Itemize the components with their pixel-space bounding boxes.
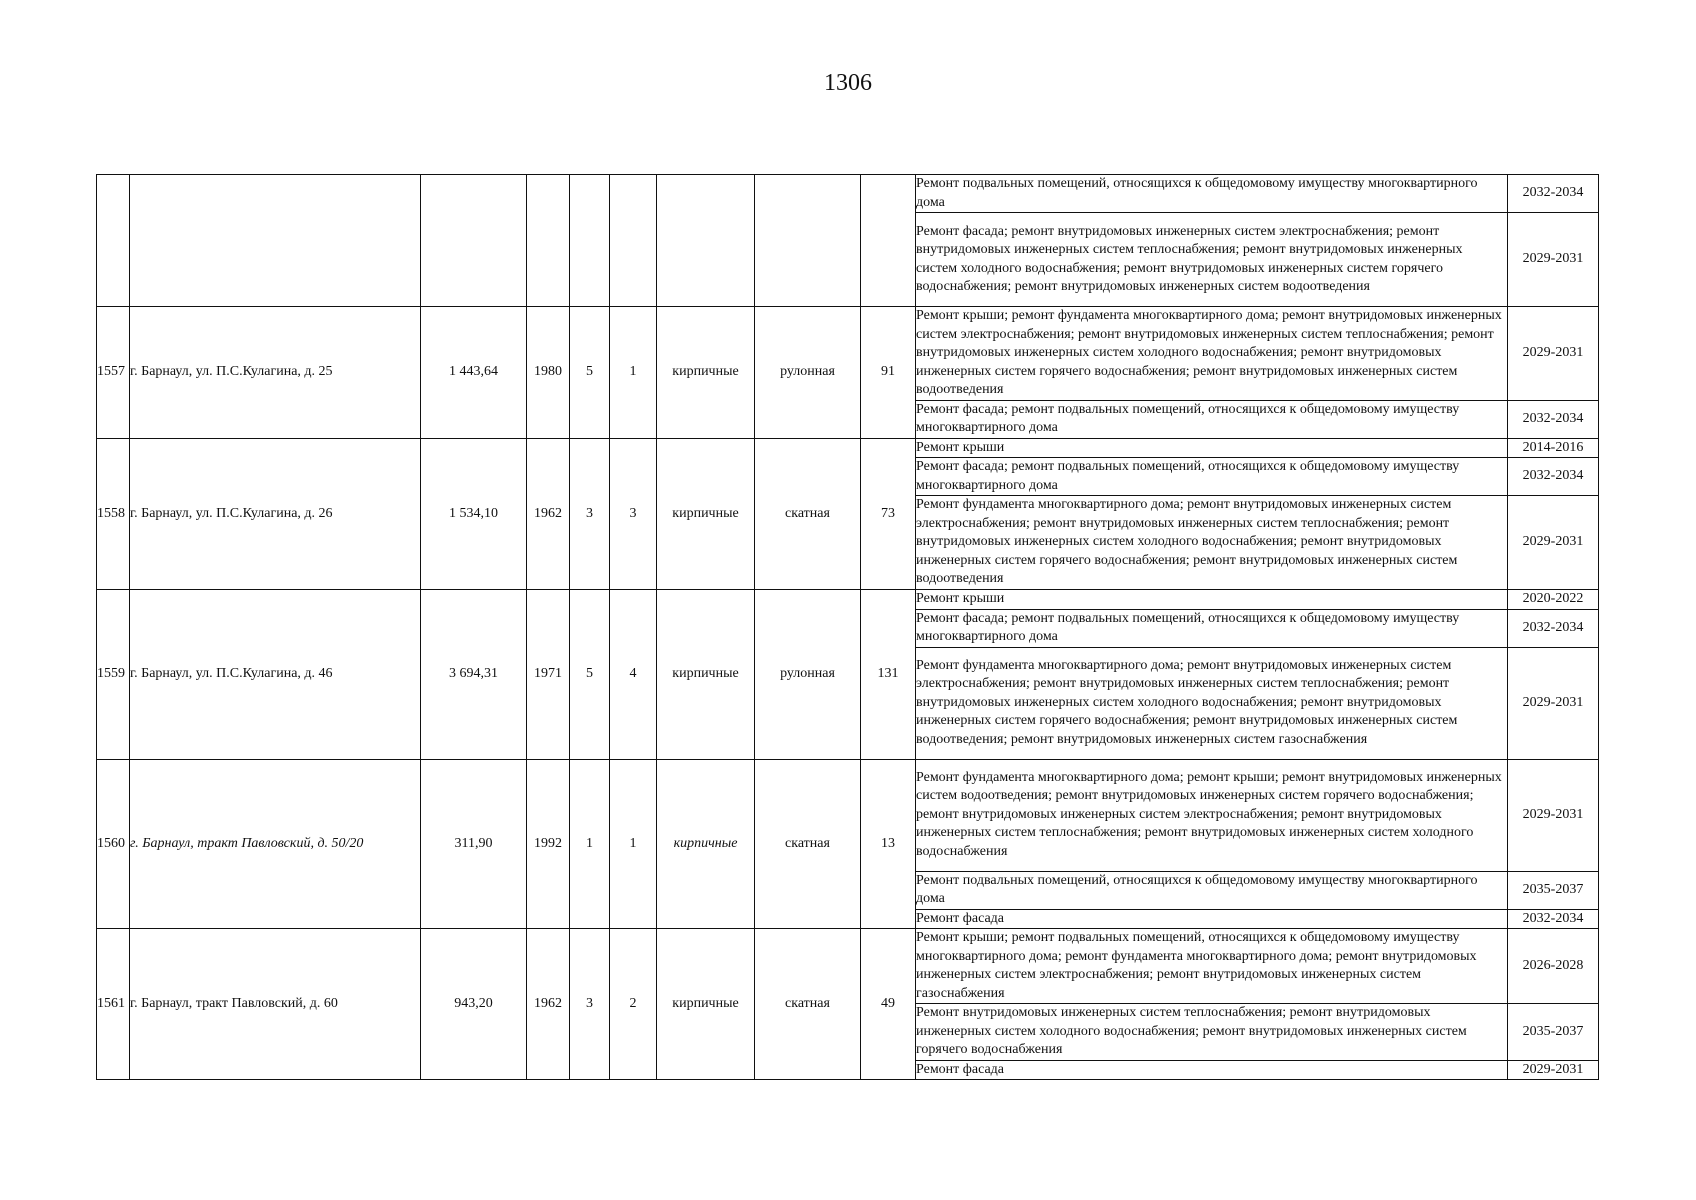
- house-area: 943,20: [421, 929, 527, 1080]
- area-cell: [421, 175, 527, 307]
- build-year: 1980: [527, 307, 570, 439]
- row-number: 1561: [97, 929, 130, 1080]
- table-row: [97, 759, 1599, 871]
- row-number: 1557: [97, 307, 130, 439]
- build-year: 1992: [527, 759, 570, 929]
- work-description: Ремонт фасада: [916, 1060, 1508, 1080]
- roof-type: скатная: [755, 438, 861, 590]
- house-address: г. Барнаул, тракт Павловский, д. 60: [130, 929, 421, 1080]
- floors-count: 1: [570, 759, 610, 929]
- work-description: Ремонт фасада; ремонт подвальных помещений, относящихся к общедомовому имуществу многоквартирного дома: [916, 400, 1508, 438]
- work-period: 2014-2016: [1508, 438, 1599, 458]
- work-period: 2032-2034: [1508, 609, 1599, 647]
- floors-count: 5: [570, 307, 610, 439]
- work-description: Ремонт фасада; ремонт внутридомовых инженерных систем электроснабжения; ремонт внутридомовых инженерных систем теплоснабжения; ремонт внутридомовых инженерных систем холодного водоснабжения; ремонт внутридомовых инженерных систем горячего водоснабжения; ремонт внутридомовых инженерных систем водоотведения: [916, 213, 1508, 307]
- residents-count: 13: [861, 759, 916, 929]
- house-area: 311,90: [421, 759, 527, 929]
- year-cell: [527, 175, 570, 307]
- table-row: [97, 175, 1599, 213]
- work-description: Ремонт фундамента многоквартирного дома; ремонт внутридомовых инженерных систем электроснабжения; ремонт внутридомовых инженерных систем теплоснабжения; ремонт внутридомовых инженерных систем холодного водоснабжения; ремонт внутридомовых инженерных систем горячего водоснабжения; ремонт внутридомовых инженерных систем водоотведения; ремонт внутридомовых инженерных систем газоснабжения: [916, 647, 1508, 759]
- work-period: 2032-2034: [1508, 909, 1599, 929]
- residents-count: 49: [861, 929, 916, 1080]
- num-cell: [97, 175, 130, 307]
- roof-type: рулонная: [755, 590, 861, 760]
- work-description: Ремонт фундамента многоквартирного дома; ремонт крыши; ремонт внутридомовых инженерных систем водоотведения; ремонт внутридомовых инженерных систем горячего водоснабжения; ремонт внутридомовых инженерных систем электроснабжения; ремонт внутридомовых инженерных систем теплоснабжения; ремонт внутридомовых инженерных систем холодного водоснабжения: [916, 759, 1508, 871]
- page-number: 1306: [824, 70, 872, 96]
- entrances-count: 1: [610, 759, 657, 929]
- work-description: Ремонт крыши: [916, 438, 1508, 458]
- build-year: 1962: [527, 929, 570, 1080]
- wall-material: кирпичные: [657, 438, 755, 590]
- work-description: Ремонт крыши; ремонт фундамента многоквартирного дома; ремонт внутридомовых инженерных систем электроснабжения; ремонт внутридомовых инженерных систем теплоснабжения; ремонт внутридомовых инженерных систем холодного водоснабжения; ремонт внутридомовых инженерных систем горячего водоснабжения; ремонт внутридомовых инженерных систем водоотведения: [916, 307, 1508, 401]
- work-description: Ремонт подвальных помещений, относящихся к общедомовому имуществу многоквартирного дома: [916, 871, 1508, 909]
- residents-count: 73: [861, 438, 916, 590]
- address-cell: [130, 175, 421, 307]
- work-period: 2035-2037: [1508, 871, 1599, 909]
- entrances-count: 1: [610, 307, 657, 439]
- work-description: Ремонт фасада; ремонт подвальных помещений, относящихся к общедомовому имуществу многоквартирного дома: [916, 458, 1508, 496]
- table-row: [97, 590, 1599, 610]
- build-year: 1962: [527, 438, 570, 590]
- build-year: 1971: [527, 590, 570, 760]
- house-address: г. Барнаул, ул. П.С.Кулагина, д. 26: [130, 438, 421, 590]
- walls-cell: [657, 175, 755, 307]
- residents-cell: [861, 175, 916, 307]
- table-row: [97, 307, 1599, 401]
- work-period: 2020-2022: [1508, 590, 1599, 610]
- entrances-count: 3: [610, 438, 657, 590]
- house-area: 3 694,31: [421, 590, 527, 760]
- work-period: 2032-2034: [1508, 175, 1599, 213]
- roof-type: скатная: [755, 759, 861, 929]
- work-description: Ремонт фундамента многоквартирного дома; ремонт внутридомовых инженерных систем электроснабжения; ремонт внутридомовых инженерных систем теплоснабжения; ремонт внутридомовых инженерных систем холодного водоснабжения; ремонт внутридомовых инженерных систем горячего водоснабжения; ремонт внутридомовых инженерных систем водоотведения: [916, 496, 1508, 590]
- work-period: 2029-2031: [1508, 213, 1599, 307]
- roof-type: скатная: [755, 929, 861, 1080]
- house-address: г. Барнаул, тракт Павловский, д. 50/20: [130, 759, 421, 929]
- work-period: 2026-2028: [1508, 929, 1599, 1004]
- work-period: 2035-2037: [1508, 1004, 1599, 1061]
- work-description: Ремонт фасада: [916, 909, 1508, 929]
- residents-count: 131: [861, 590, 916, 760]
- entrances-count: 2: [610, 929, 657, 1080]
- work-description: Ремонт фасада; ремонт подвальных помещений, относящихся к общедомовому имуществу многоквартирного дома: [916, 609, 1508, 647]
- work-description: Ремонт крыши: [916, 590, 1508, 610]
- roof-cell: [755, 175, 861, 307]
- floors-cell: [570, 175, 610, 307]
- residents-count: 91: [861, 307, 916, 439]
- floors-count: 3: [570, 438, 610, 590]
- work-period: 2029-2031: [1508, 759, 1599, 871]
- work-description: Ремонт подвальных помещений, относящихся к общедомовому имуществу многоквартирного дома: [916, 175, 1508, 213]
- capital-repair-table: [96, 174, 1599, 1080]
- entrances-cell: [610, 175, 657, 307]
- house-area: 1 443,64: [421, 307, 527, 439]
- work-period: 2029-2031: [1508, 1060, 1599, 1080]
- table-row: [97, 438, 1599, 458]
- work-description: Ремонт внутридомовых инженерных систем теплоснабжения; ремонт внутридомовых инженерных систем холодного водоснабжения; ремонт внутридомовых инженерных систем горячего водоснабжения: [916, 1004, 1508, 1061]
- work-period: 2029-2031: [1508, 496, 1599, 590]
- floors-count: 5: [570, 590, 610, 760]
- row-number: 1559: [97, 590, 130, 760]
- roof-type: рулонная: [755, 307, 861, 439]
- work-period: 2029-2031: [1508, 307, 1599, 401]
- row-number: 1558: [97, 438, 130, 590]
- house-area: 1 534,10: [421, 438, 527, 590]
- work-period: 2032-2034: [1508, 400, 1599, 438]
- house-address: г. Барнаул, ул. П.С.Кулагина, д. 25: [130, 307, 421, 439]
- wall-material: кирпичные: [657, 590, 755, 760]
- entrances-count: 4: [610, 590, 657, 760]
- work-period: 2032-2034: [1508, 458, 1599, 496]
- wall-material: кирпичные: [657, 307, 755, 439]
- work-description: Ремонт крыши; ремонт подвальных помещений, относящихся к общедомовому имуществу многоквартирного дома; ремонт фундамента многоквартирного дома; ремонт внутридомовых инженерных систем электроснабжения; ремонт внутридомовых инженерных систем газоснабжения: [916, 929, 1508, 1004]
- table-row: [97, 929, 1599, 1004]
- house-address: г. Барнаул, ул. П.С.Кулагина, д. 46: [130, 590, 421, 760]
- wall-material: кирпичные: [657, 759, 755, 929]
- work-period: 2029-2031: [1508, 647, 1599, 759]
- wall-material: кирпичные: [657, 929, 755, 1080]
- floors-count: 3: [570, 929, 610, 1080]
- row-number: 1560: [97, 759, 130, 929]
